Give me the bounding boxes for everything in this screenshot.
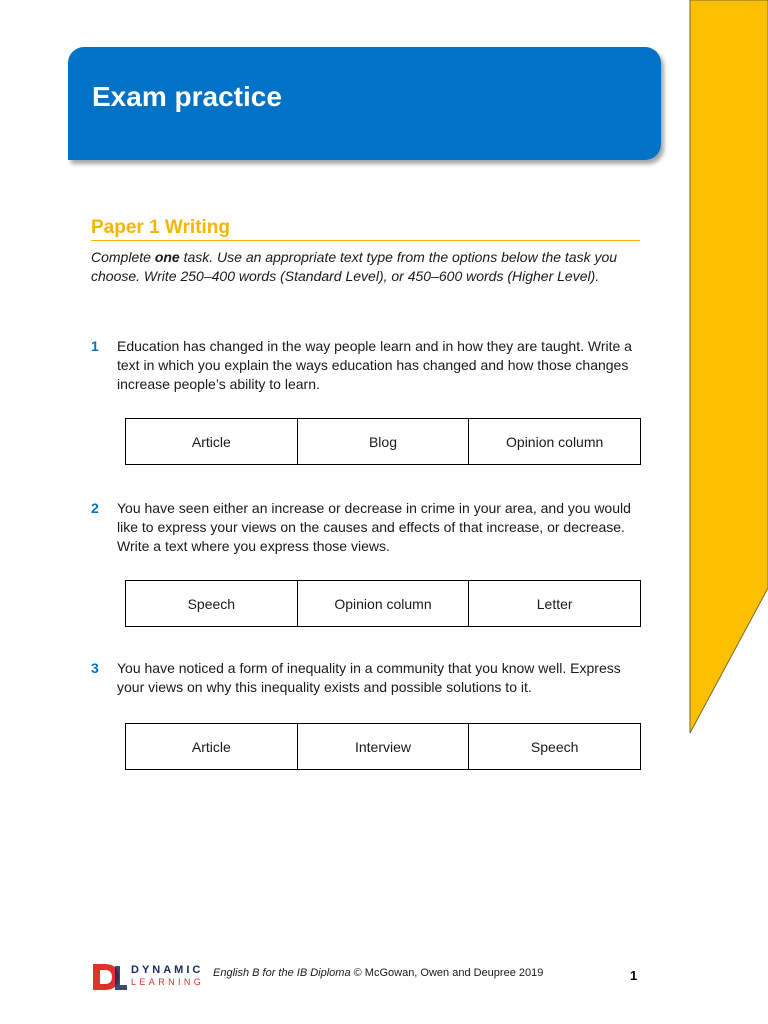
dynamic-learning-logo [91, 962, 207, 992]
page-title: Exam practice [92, 81, 282, 112]
option-cell: Letter [469, 581, 641, 627]
task-number: 3 [91, 660, 99, 676]
option-cell: Speech [126, 581, 298, 627]
option-cell: Speech [469, 724, 641, 770]
instructions-part-1: Complete [91, 249, 155, 265]
option-cell: Article [126, 724, 298, 770]
option-cell: Interview [297, 724, 469, 770]
copyright-text: © McGowan, Owen and Deupree 2019 [350, 967, 544, 979]
task-prompt: Education has changed in the way people learn and in how they are taught. Write a text in which you explain the ways education has changed and how those changes increase people’s ability to learn. [117, 338, 632, 392]
section-heading: Paper 1 Writing [91, 217, 640, 241]
task-number: 2 [91, 500, 99, 516]
instructions-part-2: task. Use an appropriate text type from the options below the task you choose. Write 250–400 words (Standard Level), or 450–600 words (Higher Level). [91, 249, 618, 284]
page-number: 1 [630, 968, 638, 983]
footer-credit [213, 967, 543, 979]
task-1-options-table [125, 418, 641, 465]
dl-logo-icon [91, 962, 129, 992]
instructions-emphasis: one [154, 249, 180, 265]
logo-text-dynamic: DYNAMIC [131, 964, 204, 976]
title-banner [68, 47, 661, 160]
instructions-text [91, 248, 636, 286]
task-3-options-table [125, 723, 641, 770]
option-cell: Opinion column [469, 419, 641, 465]
task-number: 1 [91, 338, 99, 354]
task-prompt: You have noticed a form of inequality in a community that you know well. Express your views on why this inequality exists and possible solutions to it. [117, 660, 621, 695]
option-cell: Article [126, 419, 298, 465]
task-2-options-table [125, 580, 641, 627]
book-title: English B for the IB Diploma [213, 967, 351, 979]
task-prompt: You have seen either an increase or decrease in crime in your area, and you would like to express your views on the causes and effects of that increase, or decrease. Write a text where you express those views. [117, 500, 631, 554]
option-cell: Blog [297, 419, 469, 465]
logo-text-learning: LEARNING [131, 977, 205, 987]
option-cell: Opinion column [297, 581, 469, 627]
